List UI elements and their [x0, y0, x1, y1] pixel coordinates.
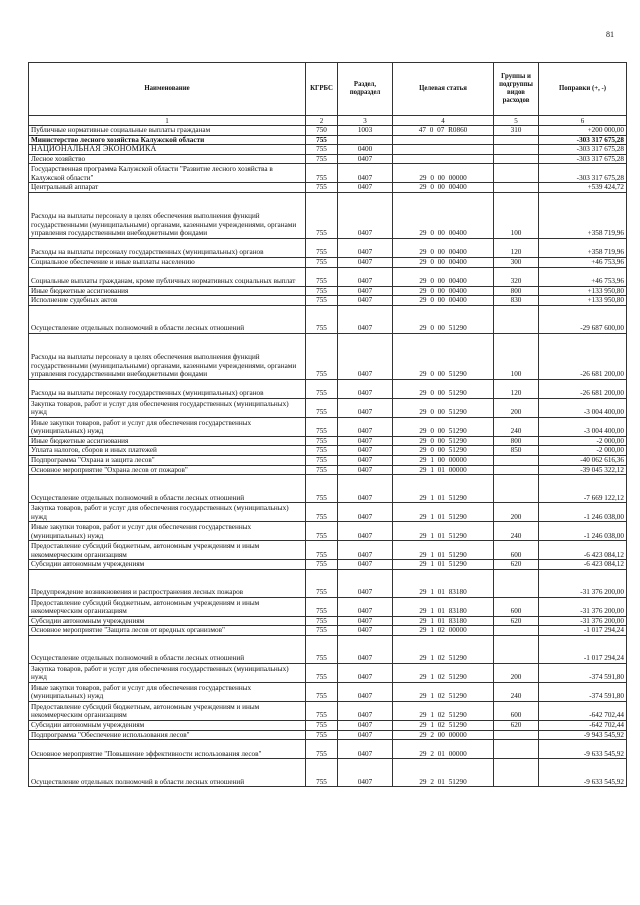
cell-kgrbs: 755: [306, 257, 338, 267]
cell-target: 29 2 01 51290: [393, 759, 494, 787]
table-row: [29, 569, 627, 597]
cell-target: 29 0 00 51290: [393, 417, 494, 436]
column-number: 1: [29, 116, 306, 126]
cell-razdel: 0407: [338, 730, 393, 740]
cell-name: Министерство лесного хозяйства Калужской области: [29, 135, 306, 145]
table-row: [29, 145, 627, 155]
cell-name: Осуществление отдельных полномочий в области лесных отношений: [29, 475, 306, 503]
cell-kgrbs: 755: [306, 436, 338, 446]
cell-name: Расходы на выплаты персоналу государственных (муниципальных) органов: [29, 238, 306, 257]
cell-group: [494, 455, 539, 465]
cell-target: 29 0 00 00000: [393, 164, 494, 183]
table-row: [29, 446, 627, 456]
cell-group: 100: [494, 192, 539, 238]
table-row: [29, 238, 627, 257]
cell-kgrbs: 755: [306, 446, 338, 456]
cell-target: 29 0 00 51290: [393, 305, 494, 333]
cell-target: 29 1 02 00000: [393, 626, 494, 636]
cell-kgrbs: 750: [306, 126, 338, 136]
cell-kgrbs: 755: [306, 560, 338, 570]
cell-amount: -9 633 545,92: [539, 740, 627, 759]
header-amount: Поправки (+, -): [539, 63, 627, 116]
column-number: 3: [338, 116, 393, 126]
cell-razdel: 0407: [338, 446, 393, 456]
column-number-row: [29, 116, 627, 126]
cell-target: 29 1 01 00000: [393, 465, 494, 475]
cell-razdel: 0407: [338, 296, 393, 306]
cell-name: Подпрограмма "Охрана и защита лесов": [29, 455, 306, 465]
cell-amount: -40 062 616,36: [539, 455, 627, 465]
table-row: [29, 663, 627, 682]
cell-kgrbs: 755: [306, 192, 338, 238]
table-row: [29, 522, 627, 541]
cell-kgrbs: 755: [306, 597, 338, 616]
cell-group: [494, 164, 539, 183]
cell-group: 240: [494, 682, 539, 701]
cell-name: Расходы на выплаты персоналу государственных (муниципальных) органов: [29, 379, 306, 398]
cell-kgrbs: 755: [306, 663, 338, 682]
table-row: [29, 436, 627, 446]
cell-group: 850: [494, 446, 539, 456]
cell-target: 29 0 00 00400: [393, 267, 494, 286]
cell-amount: -1 246 038,00: [539, 503, 627, 522]
cell-target: 29 1 00 00000: [393, 455, 494, 465]
cell-amount: +133 950,80: [539, 296, 627, 306]
cell-target: [393, 135, 494, 145]
table-row: [29, 635, 627, 663]
cell-razdel: 0407: [338, 183, 393, 193]
cell-name: Иные бюджетные ассигнования: [29, 286, 306, 296]
table-row: [29, 616, 627, 626]
cell-amount: -9 633 545,92: [539, 759, 627, 787]
table-row: [29, 560, 627, 570]
cell-group: [494, 635, 539, 663]
cell-razdel: 0407: [338, 417, 393, 436]
table-row: [29, 597, 627, 616]
cell-group: 200: [494, 398, 539, 417]
cell-target: 29 1 01 51290: [393, 560, 494, 570]
cell-group: [494, 183, 539, 193]
cell-target: 29 2 00 00000: [393, 730, 494, 740]
cell-target: 29 0 00 51290: [393, 333, 494, 379]
cell-razdel: 0400: [338, 145, 393, 155]
table-row: [29, 164, 627, 183]
cell-group: 830: [494, 296, 539, 306]
cell-group: [494, 569, 539, 597]
cell-amount: -6 423 084,12: [539, 541, 627, 560]
cell-name: Иные закупки товаров, работ и услуг для обеспечения государственных (муниципальных) нужд: [29, 682, 306, 701]
table-row: [29, 682, 627, 701]
table-row: [29, 379, 627, 398]
header-name: Наименование: [29, 63, 306, 116]
cell-razdel: 0407: [338, 455, 393, 465]
cell-target: 29 0 00 51290: [393, 446, 494, 456]
cell-kgrbs: 755: [306, 305, 338, 333]
cell-name: Субсидии автономным учреждениям: [29, 616, 306, 626]
cell-group: [494, 135, 539, 145]
cell-kgrbs: 755: [306, 682, 338, 701]
table-row: [29, 626, 627, 636]
cell-target: 29 0 00 00400: [393, 286, 494, 296]
cell-group: 600: [494, 597, 539, 616]
cell-razdel: 0407: [338, 522, 393, 541]
table-header-row: [29, 63, 627, 116]
cell-amount: +200 000,00: [539, 126, 627, 136]
cell-amount: -29 687 600,00: [539, 305, 627, 333]
cell-amount: -374 591,80: [539, 663, 627, 682]
table-row: [29, 257, 627, 267]
cell-kgrbs: 755: [306, 503, 338, 522]
cell-name: Государственная программа Калужской области "Развитие лесного хозяйства в Калужской области": [29, 164, 306, 183]
cell-target: 29 0 00 51290: [393, 436, 494, 446]
cell-razdel: 0407: [338, 164, 393, 183]
cell-name: Предупреждение возникновения и распространения лесных пожаров: [29, 569, 306, 597]
cell-target: 29 1 02 51290: [393, 682, 494, 701]
cell-amount: -39 045 322,12: [539, 465, 627, 475]
cell-razdel: 0407: [338, 720, 393, 730]
cell-kgrbs: 755: [306, 569, 338, 597]
cell-group: [494, 305, 539, 333]
cell-razdel: 0407: [338, 616, 393, 626]
cell-kgrbs: 755: [306, 296, 338, 306]
table-row: [29, 305, 627, 333]
cell-amount: -1 246 038,00: [539, 522, 627, 541]
cell-razdel: 0407: [338, 398, 393, 417]
cell-target: 29 0 00 00400: [393, 257, 494, 267]
cell-amount: +46 753,96: [539, 267, 627, 286]
header-group: Группы и подгруппы видов расходов: [494, 63, 539, 116]
cell-kgrbs: 755: [306, 417, 338, 436]
cell-amount: -303 317 675,28: [539, 154, 627, 164]
cell-kgrbs: 755: [306, 475, 338, 503]
cell-name: Иные закупки товаров, работ и услуг для обеспечения государственных (муниципальных) нужд: [29, 522, 306, 541]
cell-razdel: 0407: [338, 597, 393, 616]
cell-amount: -303 317 675,28: [539, 164, 627, 183]
cell-kgrbs: 755: [306, 164, 338, 183]
cell-kgrbs: 755: [306, 730, 338, 740]
cell-kgrbs: 755: [306, 379, 338, 398]
cell-name: Основное мероприятие "Повышение эффективности использования лесов": [29, 740, 306, 759]
cell-name: Предоставление субсидий бюджетным, автономным учреждениям и иным некоммерческим организациям: [29, 597, 306, 616]
cell-group: 620: [494, 720, 539, 730]
cell-target: 29 1 01 83180: [393, 597, 494, 616]
cell-target: 29 0 00 00400: [393, 296, 494, 306]
cell-kgrbs: 755: [306, 183, 338, 193]
cell-target: 29 1 02 51290: [393, 635, 494, 663]
cell-razdel: 1003: [338, 126, 393, 136]
table-row: [29, 286, 627, 296]
cell-razdel: 0407: [338, 635, 393, 663]
cell-name: Расходы на выплаты персоналу в целях обеспечения выполнения функций государственными (муниципальными) органами, казенными учреждениями, органами управления государственными внебюджетными фондами: [29, 333, 306, 379]
cell-target: 29 1 02 51290: [393, 720, 494, 730]
cell-name: Лесное хозяйство: [29, 154, 306, 164]
cell-razdel: 0407: [338, 333, 393, 379]
table-row: [29, 475, 627, 503]
table-row: [29, 759, 627, 787]
cell-group: 240: [494, 417, 539, 436]
cell-name: Осуществление отдельных полномочий в области лесных отношений: [29, 759, 306, 787]
cell-amount: -31 376 200,00: [539, 616, 627, 626]
cell-razdel: 0407: [338, 238, 393, 257]
cell-group: 120: [494, 238, 539, 257]
cell-target: 29 0 00 00400: [393, 183, 494, 193]
cell-group: 600: [494, 701, 539, 720]
cell-razdel: 0407: [338, 560, 393, 570]
cell-kgrbs: 755: [306, 720, 338, 730]
table-row: [29, 135, 627, 145]
cell-amount: -642 702,44: [539, 720, 627, 730]
cell-group: 120: [494, 379, 539, 398]
cell-target: 29 0 00 51290: [393, 379, 494, 398]
cell-kgrbs: 755: [306, 616, 338, 626]
cell-amount: +539 424,72: [539, 183, 627, 193]
cell-group: 200: [494, 663, 539, 682]
cell-name: Подпрограмма "Обеспечение использования лесов": [29, 730, 306, 740]
header-target: Целевая статья: [393, 63, 494, 116]
cell-kgrbs: 755: [306, 333, 338, 379]
cell-group: 620: [494, 560, 539, 570]
cell-amount: -7 669 122,12: [539, 475, 627, 503]
cell-group: 800: [494, 286, 539, 296]
cell-target: 29 0 00 00400: [393, 192, 494, 238]
table-row: [29, 465, 627, 475]
table-row: [29, 183, 627, 193]
cell-target: 29 1 01 51290: [393, 503, 494, 522]
cell-target: 29 2 01 00000: [393, 740, 494, 759]
table-row: [29, 192, 627, 238]
cell-amount: +46 753,96: [539, 257, 627, 267]
cell-razdel: 0407: [338, 436, 393, 446]
cell-amount: -374 591,80: [539, 682, 627, 701]
cell-target: [393, 145, 494, 155]
cell-razdel: 0407: [338, 682, 393, 701]
cell-amount: +358 719,96: [539, 192, 627, 238]
cell-kgrbs: 755: [306, 455, 338, 465]
cell-name: Основное мероприятие "Защита лесов от вредных организмов": [29, 626, 306, 636]
cell-name: Уплата налогов, сборов и иных платежей: [29, 446, 306, 456]
cell-group: 200: [494, 503, 539, 522]
cell-name: Закупка товаров, работ и услуг для обеспечения государственных (муниципальных) нужд: [29, 663, 306, 682]
cell-group: [494, 154, 539, 164]
table-row: [29, 267, 627, 286]
cell-name: Предоставление субсидий бюджетным, автономным учреждениям и иным некоммерческим организациям: [29, 701, 306, 720]
cell-target: [393, 154, 494, 164]
cell-razdel: 0407: [338, 626, 393, 636]
budget-amendments-table: [28, 62, 627, 787]
table-row: [29, 455, 627, 465]
cell-razdel: 0407: [338, 663, 393, 682]
cell-kgrbs: 755: [306, 154, 338, 164]
cell-name: Иные бюджетные ассигнования: [29, 436, 306, 446]
cell-amount: -31 376 200,00: [539, 597, 627, 616]
cell-kgrbs: 755: [306, 626, 338, 636]
cell-kgrbs: 755: [306, 541, 338, 560]
cell-group: 240: [494, 522, 539, 541]
cell-target: 29 0 00 00400: [393, 238, 494, 257]
cell-razdel: 0407: [338, 305, 393, 333]
cell-group: [494, 626, 539, 636]
cell-kgrbs: 755: [306, 635, 338, 663]
cell-group: 320: [494, 267, 539, 286]
cell-amount: -3 004 400,00: [539, 398, 627, 417]
table-row: [29, 126, 627, 136]
cell-razdel: 0407: [338, 475, 393, 503]
cell-kgrbs: 755: [306, 740, 338, 759]
table-row: [29, 740, 627, 759]
cell-razdel: 0407: [338, 503, 393, 522]
cell-amount: -31 376 200,00: [539, 569, 627, 597]
cell-amount: -9 943 545,92: [539, 730, 627, 740]
cell-amount: -303 317 675,28: [539, 145, 627, 155]
cell-name: НАЦИОНАЛЬНАЯ ЭКОНОМИКА: [29, 145, 306, 155]
cell-group: [494, 740, 539, 759]
table-row: [29, 154, 627, 164]
table-row: [29, 730, 627, 740]
cell-kgrbs: 755: [306, 238, 338, 257]
column-number: 5: [494, 116, 539, 126]
cell-kgrbs: 755: [306, 759, 338, 787]
cell-target: 29 1 01 51290: [393, 522, 494, 541]
cell-kgrbs: 755: [306, 465, 338, 475]
cell-name: Закупка товаров, работ и услуг для обеспечения государственных (муниципальных) нужд: [29, 398, 306, 417]
cell-razdel: 0407: [338, 740, 393, 759]
table-body: [29, 126, 627, 787]
cell-name: Закупка товаров, работ и услуг для обеспечения государственных (муниципальных) нужд: [29, 503, 306, 522]
cell-name: Предоставление субсидий бюджетным, автономным учреждениям и иным некоммерческим организациям: [29, 541, 306, 560]
cell-amount: -26 681 200,00: [539, 333, 627, 379]
cell-name: Центральный аппарат: [29, 183, 306, 193]
cell-group: 600: [494, 541, 539, 560]
cell-target: 29 1 01 51290: [393, 475, 494, 503]
cell-amount: -1 017 294,24: [539, 626, 627, 636]
column-number: 2: [306, 116, 338, 126]
cell-group: [494, 730, 539, 740]
cell-amount: -2 000,00: [539, 446, 627, 456]
cell-target: 29 1 01 83180: [393, 569, 494, 597]
cell-name: Расходы на выплаты персоналу в целях обеспечения выполнения функций государственными (муниципальными) органами, казенными учреждениями, органами управления государственными внебюджетными фондами: [29, 192, 306, 238]
table-row: [29, 503, 627, 522]
page-number: 81: [606, 30, 614, 39]
cell-razdel: 0407: [338, 192, 393, 238]
cell-kgrbs: 755: [306, 135, 338, 145]
cell-target: 29 1 01 83180: [393, 616, 494, 626]
cell-group: 300: [494, 257, 539, 267]
cell-kgrbs: 755: [306, 145, 338, 155]
cell-target: 29 1 01 51290: [393, 541, 494, 560]
cell-razdel: 0407: [338, 286, 393, 296]
cell-amount: -6 423 084,12: [539, 560, 627, 570]
cell-group: 800: [494, 436, 539, 446]
cell-razdel: [338, 135, 393, 145]
column-number: 6: [539, 116, 627, 126]
cell-kgrbs: 755: [306, 267, 338, 286]
cell-kgrbs: 755: [306, 522, 338, 541]
cell-name: Социальное обеспечение и иные выплаты населению: [29, 257, 306, 267]
cell-kgrbs: 755: [306, 398, 338, 417]
table-row: [29, 296, 627, 306]
table-row: [29, 398, 627, 417]
table-row: [29, 333, 627, 379]
cell-name: Основное мероприятие "Охрана лесов от пожаров": [29, 465, 306, 475]
column-number: 4: [393, 116, 494, 126]
cell-razdel: 0407: [338, 379, 393, 398]
cell-name: Субсидии автономным учреждениям: [29, 560, 306, 570]
table-row: [29, 701, 627, 720]
cell-group: [494, 145, 539, 155]
cell-name: Осуществление отдельных полномочий в области лесных отношений: [29, 305, 306, 333]
cell-amount: +133 950,80: [539, 286, 627, 296]
cell-group: 620: [494, 616, 539, 626]
cell-name: Иные закупки товаров, работ и услуг для обеспечения государственных (муниципальных) нужд: [29, 417, 306, 436]
cell-razdel: 0407: [338, 541, 393, 560]
cell-razdel: 0407: [338, 154, 393, 164]
cell-group: [494, 475, 539, 503]
cell-razdel: 0407: [338, 701, 393, 720]
cell-razdel: 0407: [338, 267, 393, 286]
cell-amount: -1 017 294,24: [539, 635, 627, 663]
header-razdel: Раздел, подраздел: [338, 63, 393, 116]
cell-razdel: 0407: [338, 257, 393, 267]
cell-group: [494, 759, 539, 787]
cell-target: 29 1 02 51290: [393, 701, 494, 720]
cell-amount: -642 702,44: [539, 701, 627, 720]
cell-group: 310: [494, 126, 539, 136]
table-row: [29, 720, 627, 730]
cell-target: 29 1 02 51290: [393, 663, 494, 682]
cell-kgrbs: 755: [306, 286, 338, 296]
cell-name: Субсидии автономным учреждениям: [29, 720, 306, 730]
cell-amount: -2 000,00: [539, 436, 627, 446]
cell-amount: -26 681 200,00: [539, 379, 627, 398]
cell-group: 100: [494, 333, 539, 379]
header-kgrbs: КГРБС: [306, 63, 338, 116]
cell-razdel: 0407: [338, 569, 393, 597]
cell-razdel: 0407: [338, 759, 393, 787]
cell-amount: -3 004 400,00: [539, 417, 627, 436]
cell-name: Осуществление отдельных полномочий в области лесных отношений: [29, 635, 306, 663]
table-row: [29, 541, 627, 560]
cell-name: Публичные нормативные социальные выплаты гражданам: [29, 126, 306, 136]
table-row: [29, 417, 627, 436]
cell-name: Социальные выплаты гражданам, кроме публичных нормативных социальных выплат: [29, 267, 306, 286]
cell-target: 47 0 07 R0860: [393, 126, 494, 136]
cell-name: Исполнение судебных актов: [29, 296, 306, 306]
cell-kgrbs: 755: [306, 701, 338, 720]
cell-group: [494, 465, 539, 475]
cell-amount: -303 317 675,28: [539, 135, 627, 145]
cell-amount: +358 719,96: [539, 238, 627, 257]
cell-razdel: 0407: [338, 465, 393, 475]
cell-target: 29 0 00 51290: [393, 398, 494, 417]
